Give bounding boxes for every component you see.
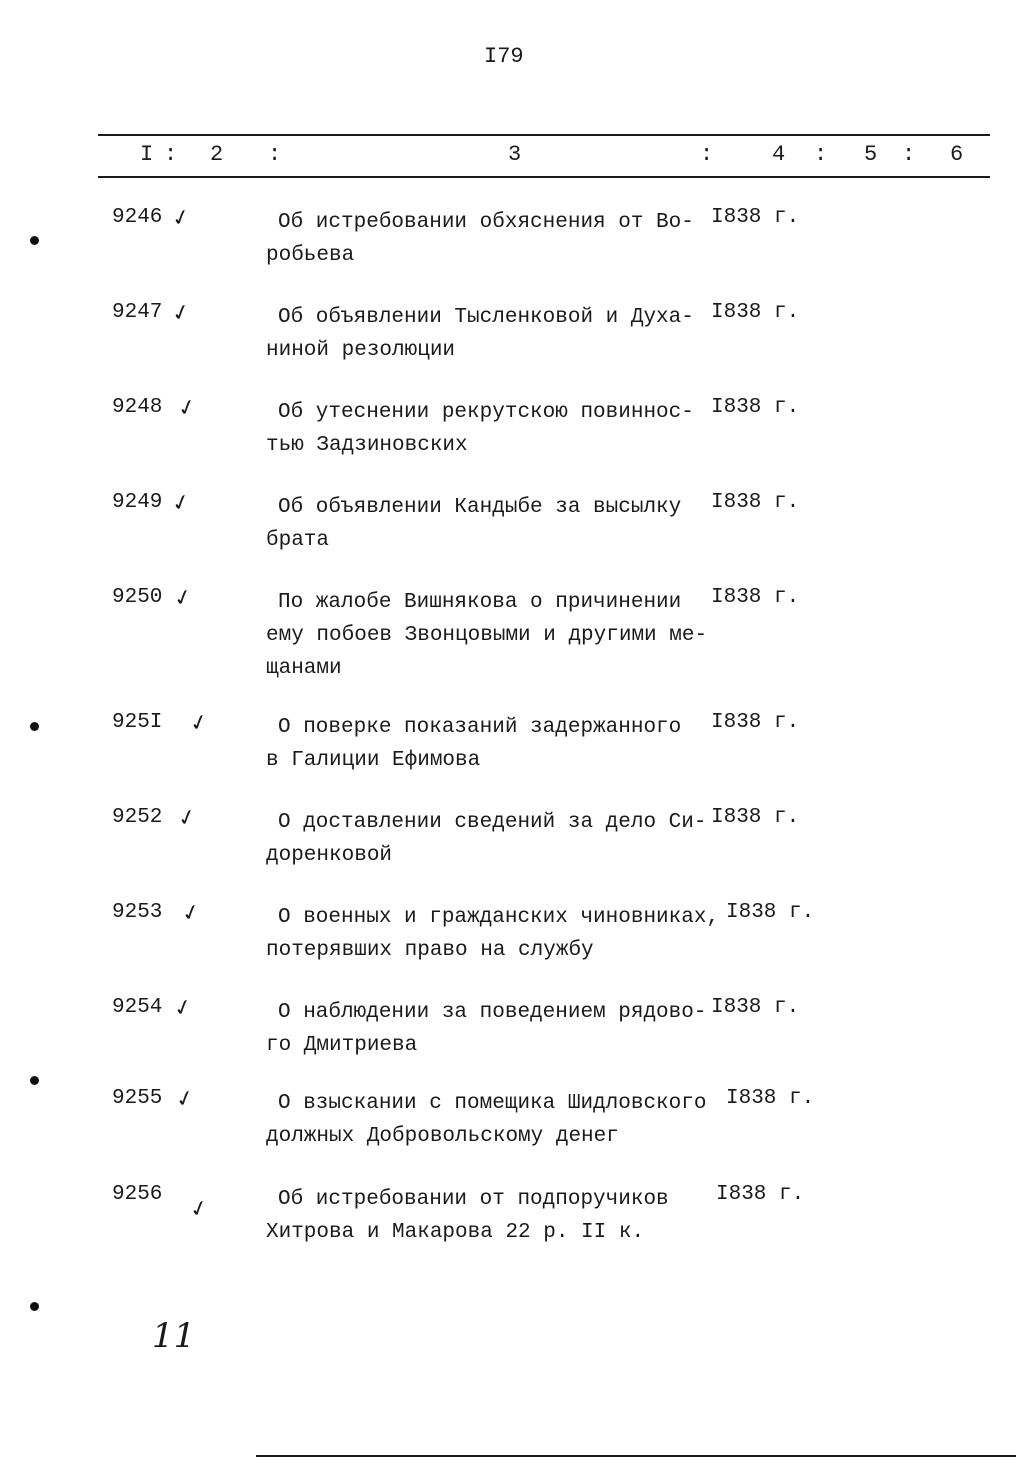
column-separator: :	[700, 142, 714, 167]
column-header-1: I	[140, 142, 154, 167]
file-number: 9252	[112, 806, 163, 829]
description-line: Хитрова и Макарова 22 р. II к.	[266, 1221, 645, 1244]
header-bottom-rule	[98, 176, 990, 178]
description-line: О военных и гражданских чиновниках,	[278, 906, 720, 929]
file-date: I838 г.	[711, 806, 800, 829]
file-date: I838 г.	[711, 491, 800, 514]
description-line: Об истребовании обхяснения от Во-	[278, 211, 694, 234]
file-description	[266, 586, 706, 685]
file-description	[266, 396, 706, 462]
description-line: должных Добровольскому денег	[266, 1125, 619, 1148]
file-number: 9248	[112, 396, 163, 419]
description-line: в Галиции Ефимова	[266, 749, 481, 772]
file-number: 9256	[112, 1183, 163, 1206]
description-line: О поверке показаний задержанного	[278, 716, 682, 739]
column-separator: :	[814, 142, 828, 167]
description-line: го Дмитриева	[266, 1034, 418, 1057]
file-number: 925I	[112, 711, 163, 734]
footer-rule	[256, 1455, 1016, 1457]
binder-hole-mark	[30, 722, 39, 731]
file-date: I838 г.	[711, 301, 800, 324]
file-description	[266, 996, 706, 1062]
header-top-rule	[98, 134, 990, 136]
check-mark-icon: ✓	[171, 994, 196, 1023]
description-line: О наблюдении за поведением рядово-	[278, 1001, 707, 1024]
file-description	[266, 901, 720, 967]
file-date: I838 г.	[726, 1087, 815, 1110]
description-line: робьева	[266, 244, 355, 267]
description-line: Об утеснении рекрутскою повиннос-	[278, 401, 694, 424]
binder-hole-mark	[30, 236, 39, 245]
column-header-3: 3	[508, 142, 522, 167]
description-line: Об объявлении Тысленковой и Духа-	[278, 306, 694, 329]
check-mark-icon: ✓	[169, 204, 194, 233]
description-line: О взыскании с помещика Шидловского	[278, 1092, 707, 1115]
column-header-5: 5	[864, 142, 878, 167]
file-description	[266, 711, 706, 777]
file-description	[266, 491, 706, 557]
description-line: потерявших право на службу	[266, 939, 594, 962]
description-line: По жалобе Вишнякова о причинении	[278, 591, 682, 614]
check-mark-icon: ✓	[171, 584, 196, 613]
binder-hole-mark	[30, 1302, 39, 1311]
file-number: 9249	[112, 491, 163, 514]
check-mark-icon: ✓	[187, 709, 212, 738]
file-date: I838 г.	[711, 206, 800, 229]
file-date: I838 г.	[726, 901, 815, 924]
file-description	[266, 206, 706, 272]
page-number: I79	[484, 44, 524, 69]
file-date: I838 г.	[711, 396, 800, 419]
file-description	[266, 1183, 706, 1249]
check-mark-icon: ✓	[173, 1085, 198, 1114]
check-mark-icon: ✓	[169, 489, 194, 518]
file-description	[266, 806, 706, 872]
column-separator: :	[902, 142, 916, 167]
file-number: 9253	[112, 901, 163, 924]
description-line: тью Задзиновских	[266, 434, 468, 457]
description-line: щанами	[266, 657, 342, 680]
handwritten-sheet-count: 11	[152, 1316, 196, 1356]
check-mark-icon: ✓	[187, 1195, 212, 1224]
description-line: брата	[266, 529, 330, 552]
file-date: I838 г.	[711, 586, 800, 609]
file-description	[266, 301, 706, 367]
check-mark-icon: ✓	[179, 899, 204, 928]
file-date: I838 г.	[716, 1183, 805, 1206]
check-mark-icon: ✓	[169, 299, 194, 328]
file-date: I838 г.	[711, 996, 800, 1019]
column-separator: :	[268, 142, 282, 167]
column-header-6: 6	[950, 142, 964, 167]
file-date: I838 г.	[711, 711, 800, 734]
column-header-2: 2	[210, 142, 224, 167]
description-line: О доставлении сведений за дело Си-	[278, 811, 707, 834]
check-mark-icon: ✓	[175, 804, 200, 833]
description-line: Об истребовании от подпоручиков	[278, 1188, 669, 1211]
file-number: 9247	[112, 301, 163, 324]
check-mark-icon: ✓	[175, 394, 200, 423]
column-separator: :	[164, 142, 178, 167]
description-line: ниной резолюции	[266, 339, 456, 362]
file-number: 9250	[112, 586, 163, 609]
file-number: 9254	[112, 996, 163, 1019]
file-number: 9255	[112, 1087, 163, 1110]
file-number: 9246	[112, 206, 163, 229]
binder-hole-mark	[30, 1076, 39, 1085]
description-line: ему побоев Звонцовыми и другими ме-	[266, 624, 708, 647]
file-description	[266, 1087, 706, 1153]
description-line: доренковой	[266, 844, 393, 867]
column-header-4: 4	[772, 142, 786, 167]
description-line: Об объявлении Кандыбе за высылку	[278, 496, 682, 519]
